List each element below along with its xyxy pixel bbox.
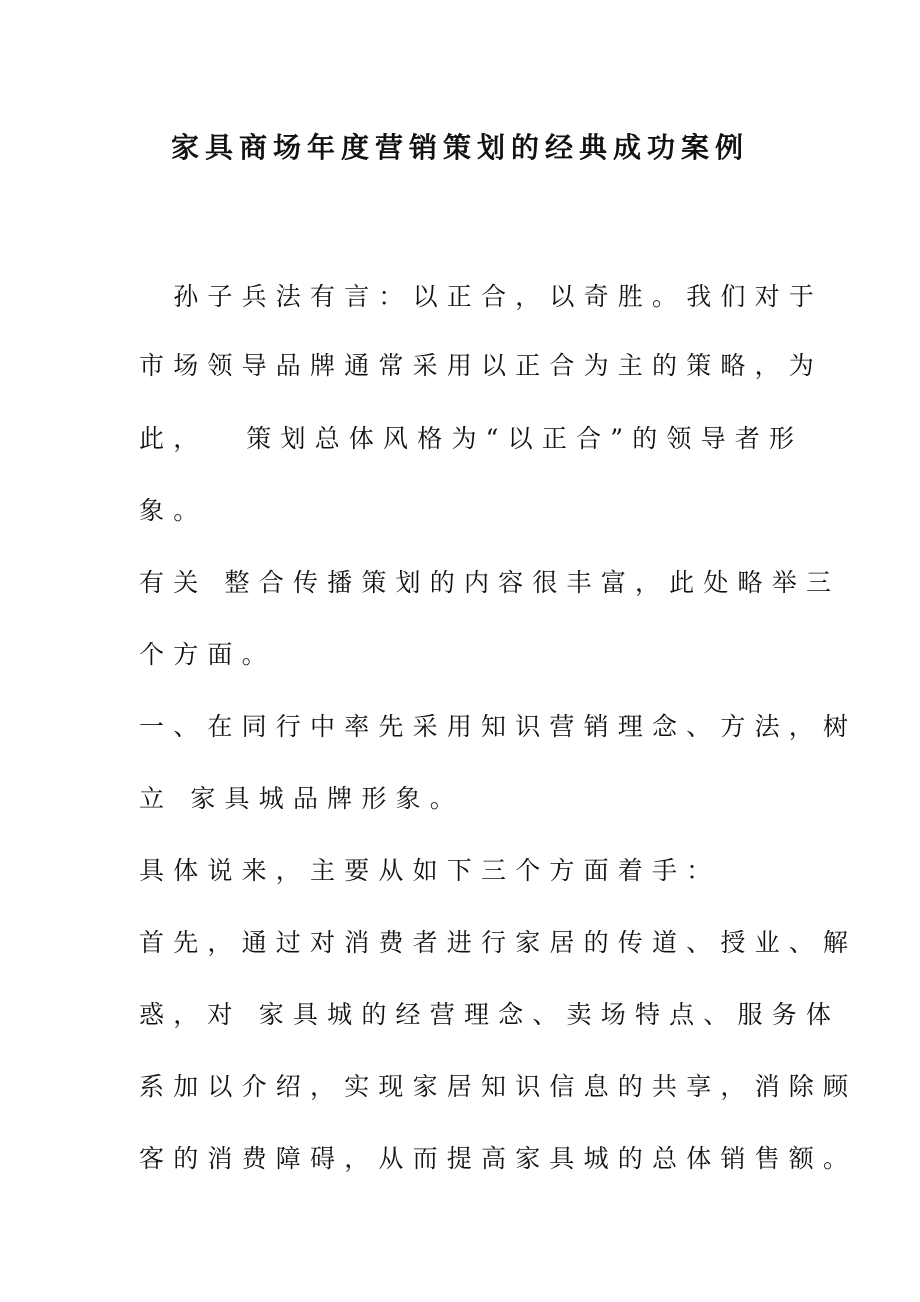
- paragraph-line-13: 客的消费障碍，从而提高家具城的总体销售额。: [139, 1144, 858, 1173]
- paragraph-line-11: 惑，对 家具城的经营理念、卖场特点、服务体: [139, 1000, 841, 1029]
- paragraph-line-8: 立 家具城品牌形象。: [139, 784, 464, 813]
- paragraph-line-12: 系加以介绍，实现家居知识信息的共享，消除顾: [139, 1072, 858, 1101]
- paragraph-line-7: 一、在同行中率先采用知识营销理念、方法，树: [139, 712, 858, 741]
- paragraph-line-5: 有关 整合传播策划的内容很丰富，此处略举三: [139, 568, 841, 597]
- paragraph-line-4: 象。: [139, 496, 208, 525]
- paragraph-line-9: 具体说来，主要从如下三个方面着手：: [139, 856, 721, 885]
- paragraph-line-10: 首先，通过对消费者进行家居的传道、授业、解: [139, 928, 858, 957]
- paragraph-line-3: 此， 策划总体风格为“以正合”的领导者形: [139, 424, 804, 453]
- paragraph-line-1: 孙子兵法有言：以正合，以奇胜。我们对于: [139, 282, 824, 311]
- paragraph-line-2: 市场领导品牌通常采用以正合为主的策略，为: [139, 351, 824, 380]
- document-title: 家具商场年度营销策划的经典成功案例: [170, 131, 749, 164]
- paragraph-line-6: 个方面。: [139, 640, 276, 669]
